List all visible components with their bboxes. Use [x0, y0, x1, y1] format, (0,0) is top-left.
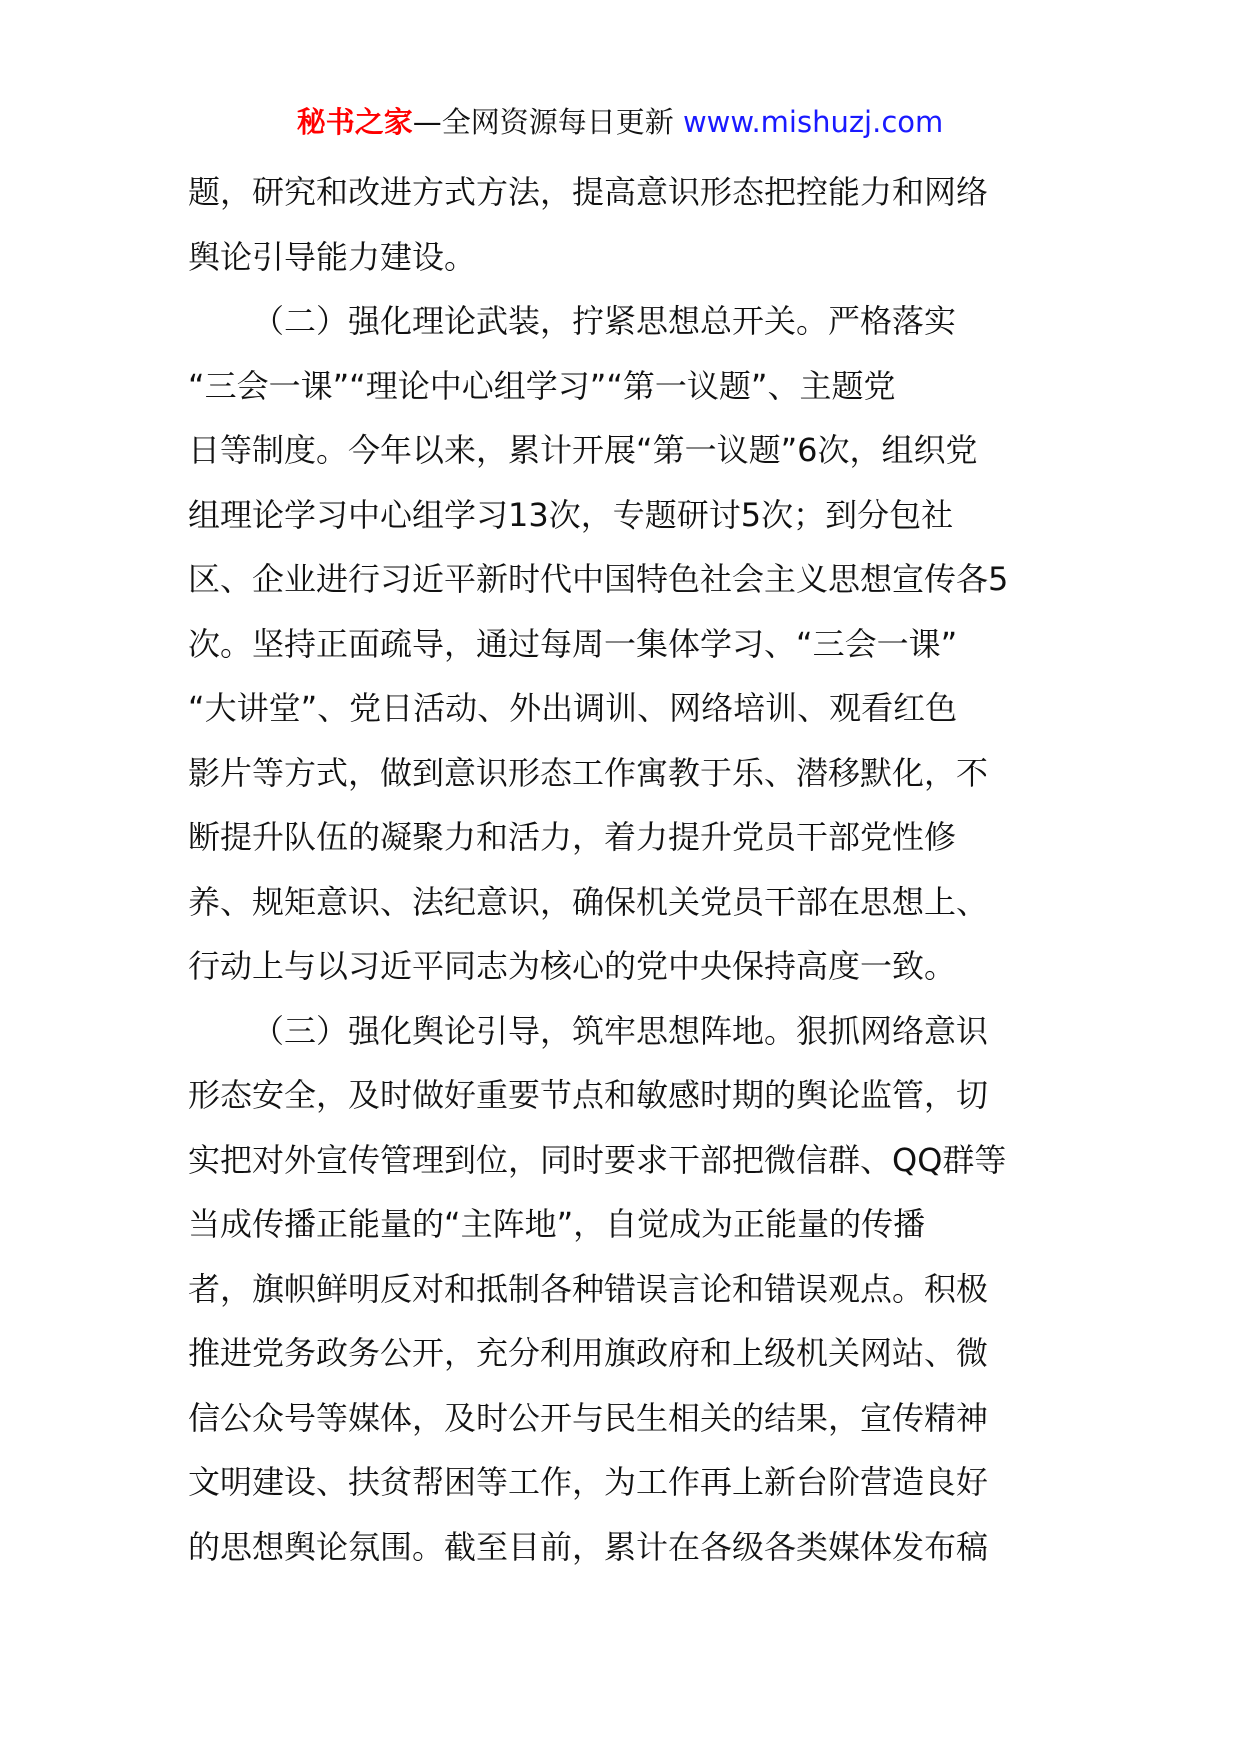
- text-line: （二）强化理论武装，拧紧思想总开关。严格落实: [252, 302, 957, 340]
- document-body: [188, 160, 1068, 1579]
- text-line: “三会一课”“理论中心组学习”“第一议题”、主题党: [188, 366, 896, 405]
- text-line: 日等制度。今年以来，累计开展“第一议题”6次，组织党: [188, 431, 978, 469]
- page-header: [0, 102, 1240, 142]
- text-line: 养、规矩意识、法纪意识，确保机关党员干部在思想上、: [188, 882, 989, 921]
- text-line: 当成传播正能量的“主阵地”，自觉成为正能量的传播: [188, 1205, 926, 1243]
- text-line: （三）强化舆论引导，筑牢思想阵地。狠抓网络意识: [252, 1011, 989, 1050]
- text-line: 行动上与以习近平同志为核心的党中央保持高度一致。: [188, 947, 957, 985]
- text-line: 推进党务政务公开，充分利用旗政府和上级机关网站、微: [188, 1334, 989, 1372]
- header-slogan: —全网资源每日更新: [412, 105, 674, 139]
- text-line: 舆论引导能力建设。: [188, 237, 477, 276]
- text-line: 文明建设、扶贫帮困等工作，为工作再上新台阶营造良好: [188, 1463, 989, 1501]
- text-line: 信公众号等媒体，及时公开与民生相关的结果，宣传精神: [188, 1398, 989, 1437]
- website-link[interactable]: www.mishuzj.com: [682, 105, 944, 139]
- text-line: 实把对外宣传管理到位，同时要求干部把微信群、QQ群等: [188, 1140, 1007, 1179]
- text-line: 组理论学习中心组学习13次，专题研讨5次；到分包社: [188, 495, 954, 534]
- text-line: 形态安全，及时做好重要节点和敏感时期的舆论监管，切: [188, 1076, 989, 1114]
- text-line: 次。坚持正面疏导，通过每周一集体学习、“三会一课”: [188, 624, 958, 663]
- text-line: 影片等方式，做到意识形态工作寓教于乐、潜移默化，不: [188, 753, 989, 792]
- text-line: “大讲堂”、党日活动、外出调训、网络培训、观看红色: [188, 689, 958, 727]
- text-line: 者，旗帜鲜明反对和抵制各种错误言论和错误观点。积极: [188, 1269, 989, 1308]
- text-line: 的思想舆论氛围。截至目前，累计在各级各类媒体发布稿: [188, 1527, 989, 1566]
- brand-name: 秘书之家: [296, 105, 413, 139]
- text-line: 题，研究和改进方式方法，提高意识形态把控能力和网络: [188, 173, 989, 211]
- text-line: 区、企业进行习近平新时代中国特色社会主义思想宣传各5: [188, 560, 1009, 598]
- text-line: 断提升队伍的凝聚力和活力，着力提升党员干部党性修: [188, 818, 957, 856]
